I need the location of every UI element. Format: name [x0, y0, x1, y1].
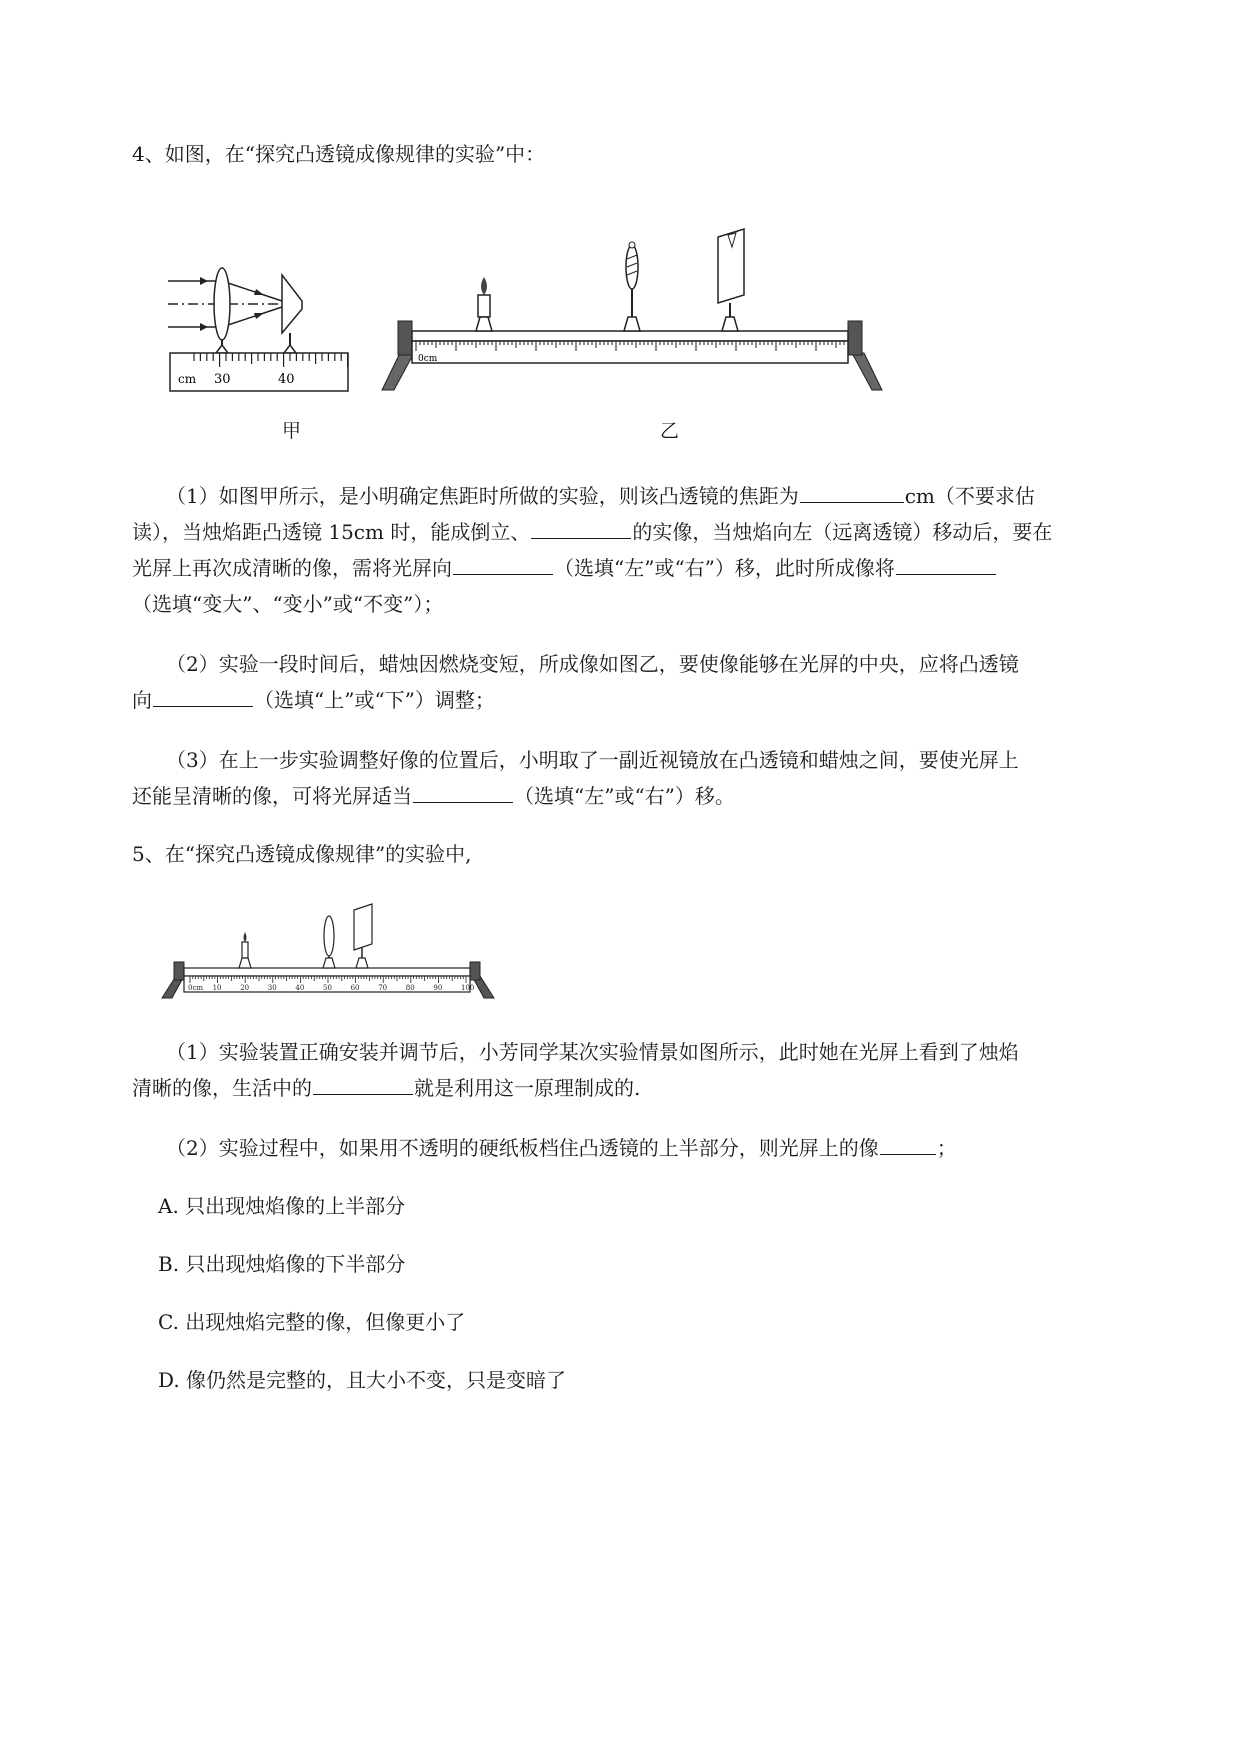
fig-yi-caption: 乙	[660, 420, 680, 442]
q5-blank-image[interactable]	[880, 1134, 936, 1155]
ruler-tick-label: 30	[267, 984, 277, 992]
q5-title: 5、在“探究凸透镜成像规律”的实验中,	[132, 842, 472, 866]
q5-p2-line1: （2）实验过程中，如果用不透明的硬纸板档住凸透镜的上半部分，则光屏上的像 ；	[166, 1136, 957, 1160]
option-b[interactable]: B. 只出现烛焰像的下半部分	[158, 1252, 406, 1276]
q4-p1-line2: 读），当烛焰距凸透镜 15cm 时，能成倒立、 的实像，当烛焰向左（远离透镜）移动后，要在	[132, 520, 1053, 544]
q4-p1-line4: （选填“变大”、“变小”或“不变”）；	[132, 592, 444, 616]
q4-title: 4、如图，在“探究凸透镜成像规律的实验”中：	[132, 142, 546, 166]
figure-jia	[160, 265, 360, 400]
q4-blank-lens-direction[interactable]	[153, 686, 253, 707]
ruler-tick-label: 60	[350, 984, 360, 992]
ruler-tick-label: 90	[433, 984, 443, 992]
option-c[interactable]: C. 出现烛焰完整的像，但像更小了	[158, 1310, 466, 1334]
fig-jia-tick-30: 30	[214, 372, 231, 387]
ruler-tick-label: 20	[240, 984, 250, 992]
fig-jia-unit: cm	[178, 372, 197, 386]
ruler-tick-label: 70	[378, 984, 388, 992]
q4-blank-screen-move[interactable]	[413, 782, 513, 803]
ruler-tick-label: 10	[212, 984, 222, 992]
q4-blank-image-size[interactable]	[896, 554, 996, 575]
q4-p2-line2: 向 （选填“上”或“下”）调整；	[132, 688, 495, 712]
fig-jia-tick-40: 40	[278, 372, 295, 387]
q5-p1-line2: 清晰的像，生活中的 就是利用这一原理制成的.	[132, 1076, 641, 1100]
figure-yi	[372, 225, 890, 395]
q4-blank-focal-length[interactable]	[800, 482, 904, 503]
q5-p1-line1: （1）实验装置正确安装并调节后，小芳同学某次实验情景如图所示，此时她在光屏上看到了烛焰	[166, 1040, 1019, 1064]
q5-blank-application[interactable]	[313, 1074, 413, 1095]
q4-p1-line3: 光屏上再次成清晰的像，需将光屏向 （选填“左”或“右”）移，此时所成像将	[132, 554, 997, 582]
ruler-tick-label: 40	[295, 984, 305, 992]
q4-p3-line1: （3）在上一步实验调整好像的位置后，小明取了一副近视镜放在凸透镜和蜡烛之间，要使光屏上	[166, 748, 1019, 772]
q4-blank-image-type[interactable]	[531, 518, 631, 539]
q4-p3-line2: 还能呈清晰的像，可将光屏适当 （选填“左”或“右”）移。	[132, 784, 735, 808]
q4-blank-screen-direction[interactable]	[453, 554, 553, 575]
option-a[interactable]: A. 只出现烛焰像的上半部分	[158, 1194, 406, 1218]
ruler-tick-label: 0cm	[188, 984, 204, 992]
ruler-tick-label: 50	[323, 984, 332, 992]
q4-p2-line1: （2）实验一段时间后，蜡烛因燃烧变短，所成像如图乙，要使像能够在光屏的中央，应将凸透镜	[166, 652, 1019, 676]
fig-yi-zero-label: 0cm	[418, 354, 438, 364]
figure-q5	[158, 898, 496, 1002]
q4-p1-line1: （1）如图甲所示，是小明确定焦距时所做的实验，则该凸透镜的焦距为 cm（不要求估	[166, 484, 1035, 508]
option-d[interactable]: D. 像仍然是完整的，且大小不变，只是变暗了	[158, 1368, 567, 1392]
ruler-tick-label: 80	[405, 984, 415, 992]
fig-jia-caption: 甲	[282, 420, 302, 442]
ruler-tick-label: 100	[461, 984, 475, 992]
